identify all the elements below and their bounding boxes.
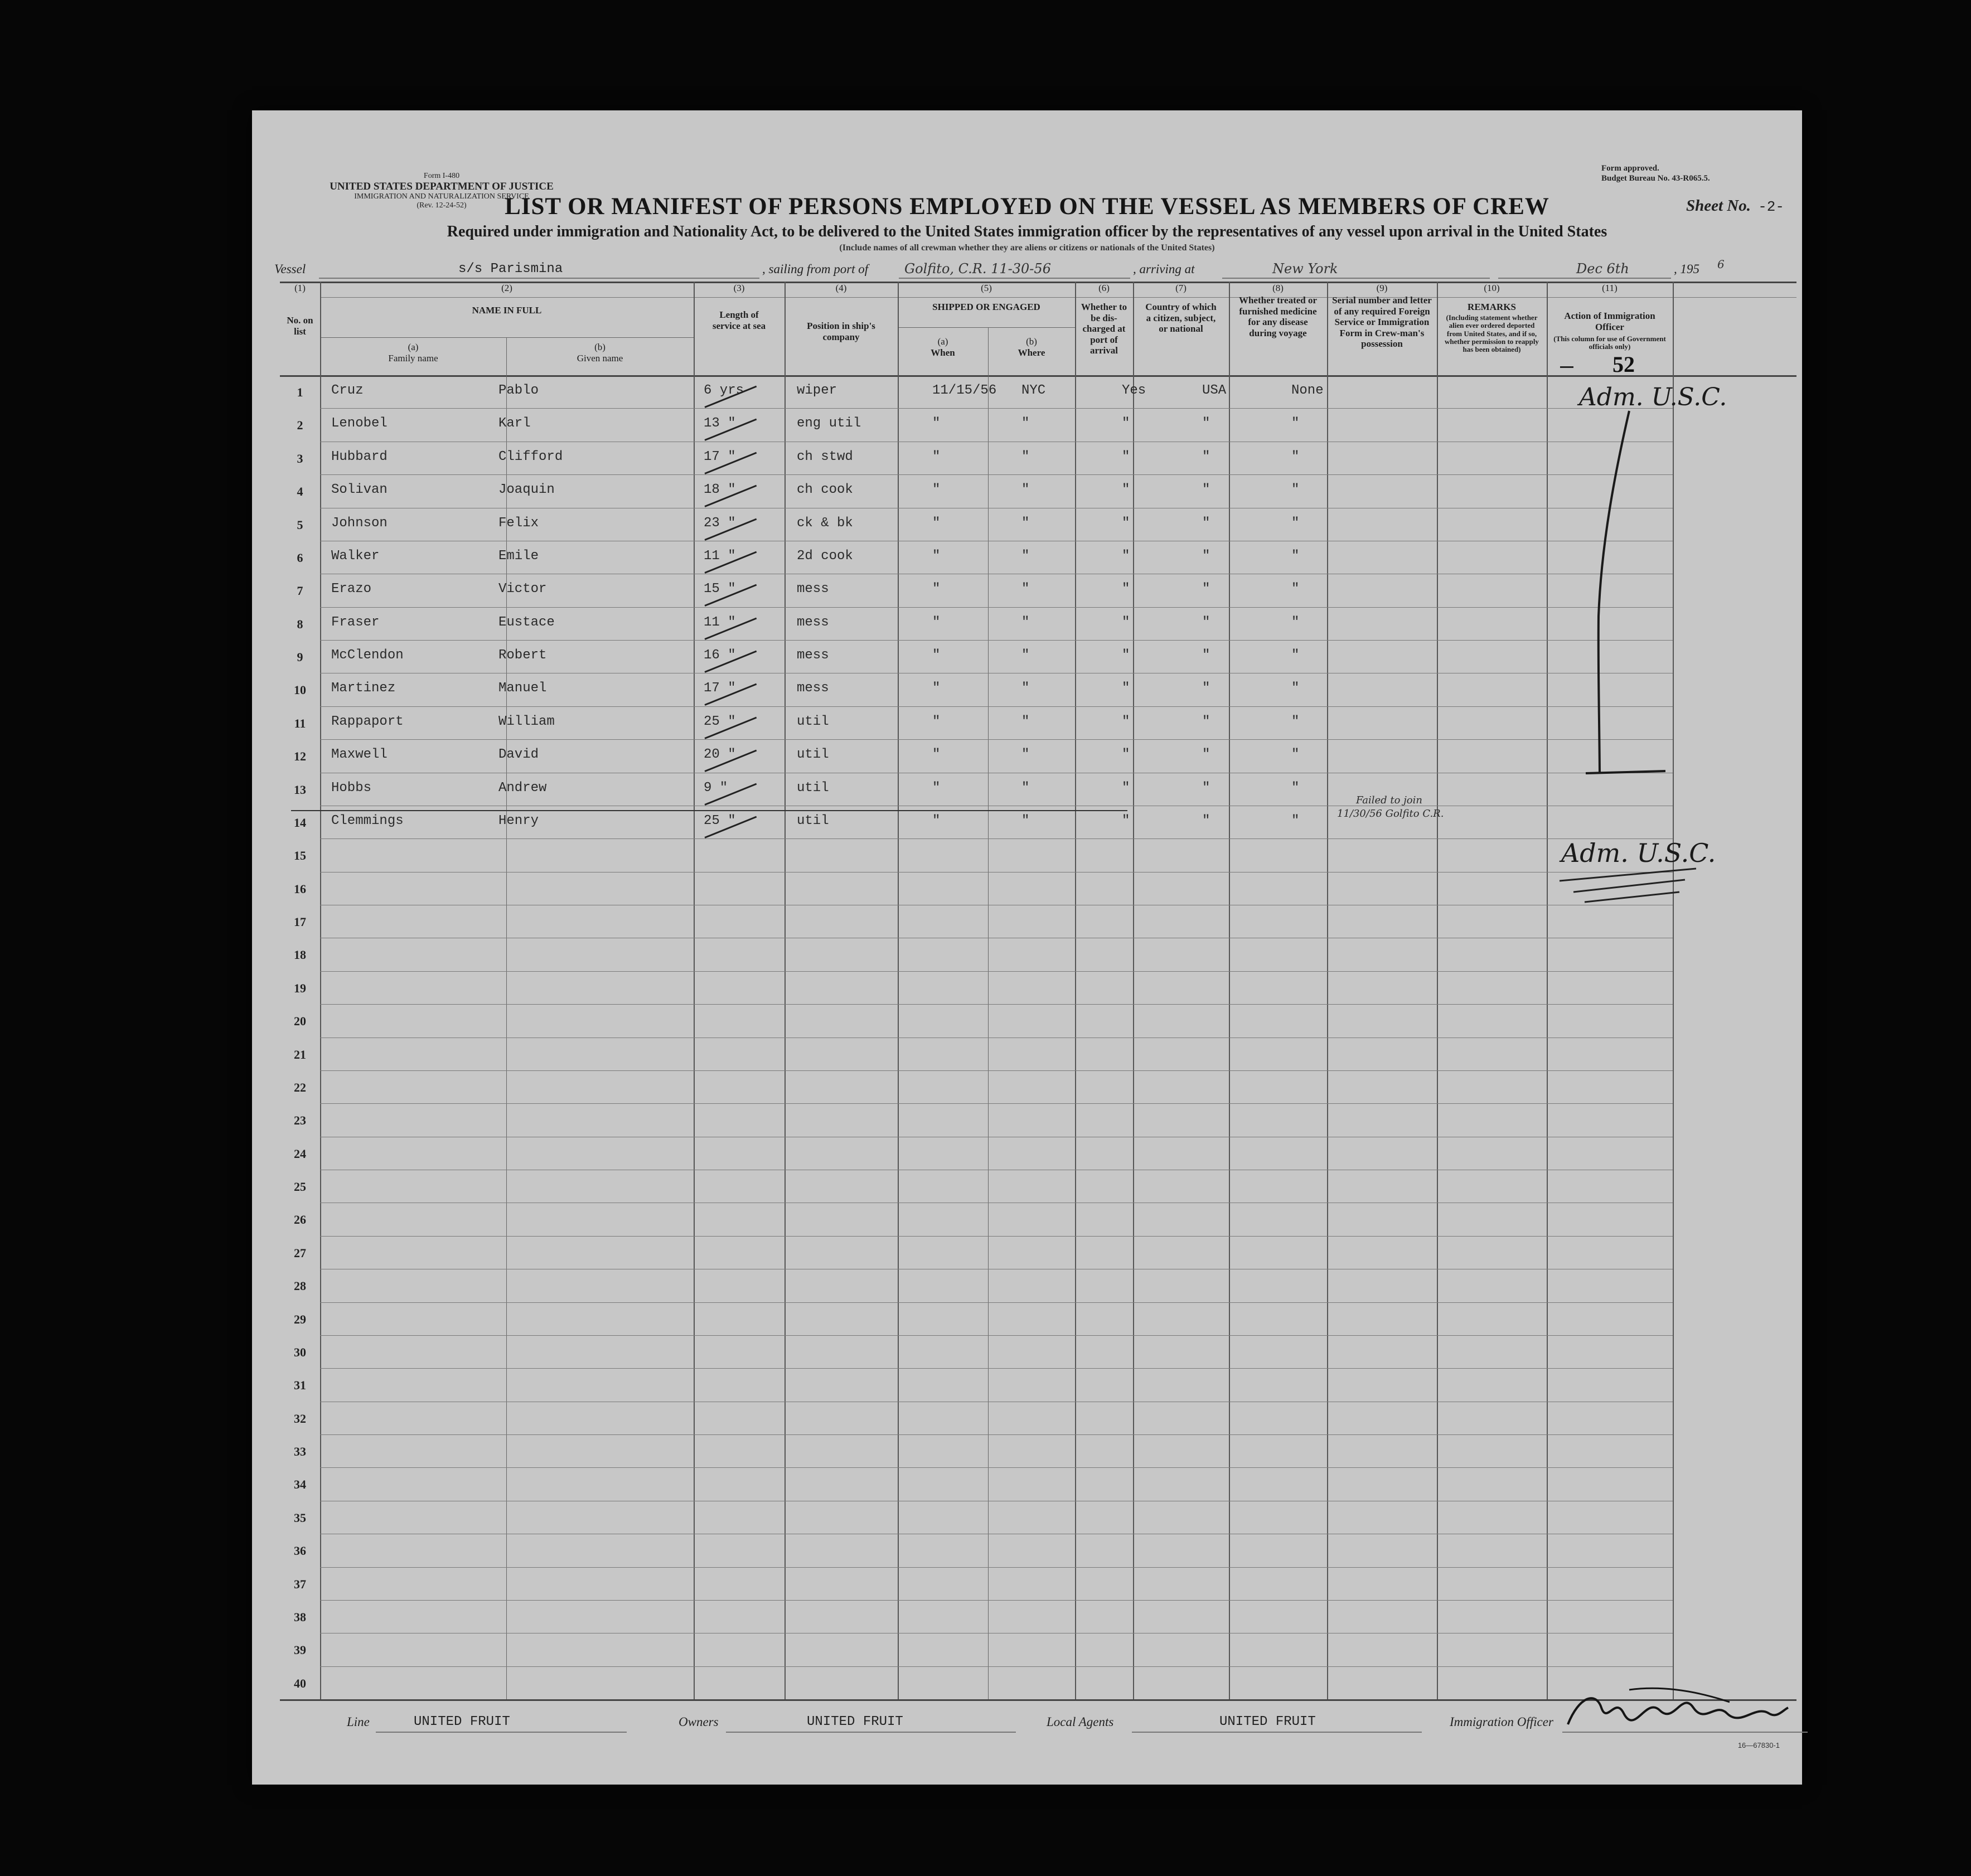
citizenship-country: "	[1202, 813, 1210, 828]
family-name: Cruz	[331, 383, 364, 398]
row-number: 22	[294, 1080, 306, 1094]
shipped-when: "	[932, 482, 941, 498]
stamp-underline	[1557, 864, 1702, 909]
col5-number: (5)	[981, 283, 992, 293]
col6-number: (6)	[1098, 283, 1110, 293]
shipped-when: "	[932, 747, 941, 763]
col6-header: Whether to be dis-charged at port of arrival	[1081, 302, 1127, 356]
col1-header: No. on list	[287, 315, 313, 337]
owners-label: Owners	[679, 1715, 719, 1729]
sheet-number-label: Sheet No.	[1686, 197, 1751, 215]
family-name: Lenobel	[331, 416, 388, 432]
family-name: Maxwell	[331, 747, 388, 763]
footer-form-code: 16—67830-1	[1737, 1741, 1780, 1749]
shipped-when: "	[932, 581, 941, 597]
ship-position: ch cook	[797, 482, 853, 498]
shipped-when: "	[932, 681, 941, 696]
col10-number: (10)	[1484, 283, 1500, 293]
shipped-when: "	[932, 449, 941, 464]
service-length: 11 "	[704, 614, 736, 630]
given-name: David	[498, 747, 539, 763]
family-name: Fraser	[331, 614, 380, 630]
family-name: Martinez	[331, 681, 396, 696]
discharged-at-arrival: "	[1122, 714, 1130, 729]
medicine-treatment: "	[1291, 648, 1300, 663]
row-number: 36	[294, 1544, 306, 1558]
row-number: 13	[294, 782, 306, 797]
given-name: Henry	[498, 813, 539, 828]
given-name: William	[498, 714, 555, 729]
form-subtitle: Required under immigration and Nationality Act, to be delivered to the United States immigration officer by the representatives of any vessel upon arrival in the United States	[447, 223, 1607, 240]
row-number: 17	[294, 915, 306, 929]
budget-approval	[1601, 163, 1785, 183]
medicine-treatment: "	[1291, 416, 1300, 432]
row-number: 21	[294, 1047, 306, 1061]
admitted-stamp-1: Adm. U.S.C.	[1579, 383, 1727, 411]
citizenship-country: "	[1202, 416, 1210, 432]
form-number: Form I-480	[423, 172, 460, 180]
shipped-where: "	[1021, 813, 1030, 828]
family-name: Solivan	[331, 482, 388, 498]
medicine-treatment: "	[1291, 747, 1300, 763]
citizenship-country: "	[1202, 747, 1210, 763]
shipped-where: "	[1021, 714, 1030, 729]
service-length: 11 "	[704, 548, 736, 564]
manifest-sheet	[252, 110, 1802, 1785]
col5-header: SHIPPED OR ENGAGED	[932, 302, 1040, 312]
shipped-where: "	[1021, 482, 1030, 498]
service-length: 20 "	[704, 747, 736, 763]
arriving-label: , arriving at	[1133, 262, 1195, 276]
row-number: 4	[297, 484, 303, 499]
ship-position: ck & bk	[797, 515, 853, 531]
col3-header: Length of service at sea	[712, 309, 766, 331]
discharged-at-arrival: "	[1122, 614, 1130, 630]
col2b-header: Given name	[577, 353, 623, 363]
medicine-treatment: "	[1291, 780, 1300, 796]
col10-note: (Including statement whether alien ever ordered deported from United States, and if so, whether permission to reapply has been obtained)	[1445, 313, 1539, 354]
given-name: Pablo	[498, 383, 539, 398]
shipped-where: "	[1021, 681, 1030, 696]
shipped-where: "	[1021, 416, 1030, 432]
discharged-at-arrival: "	[1122, 648, 1130, 663]
service-name: IMMIGRATION AND NATURALIZATION SERVICE	[354, 192, 529, 201]
col9-number: (9)	[1376, 283, 1388, 293]
discharged-at-arrival: "	[1122, 780, 1130, 796]
row-number: 5	[297, 517, 303, 532]
row-number: 6	[297, 550, 303, 565]
row-number: 31	[294, 1378, 306, 1393]
col2-number: (2)	[501, 283, 512, 293]
service-length: 6 yrs	[704, 383, 744, 398]
sailing-from: Golfito, C.R. 11-30-56	[904, 261, 1051, 277]
sailing-label: , sailing from port of	[762, 262, 869, 276]
crew-count: 52	[1612, 352, 1635, 377]
col10-header: REMARKS	[1468, 302, 1516, 312]
row-number: 18	[294, 948, 306, 962]
agents-label: Local Agents	[1047, 1715, 1114, 1729]
year-label: , 195	[1674, 262, 1699, 276]
col2a-number: (a)	[408, 342, 419, 352]
revision-date: (Rev. 12-24-52)	[417, 201, 467, 210]
ship-position: mess	[797, 614, 829, 630]
shipped-when: 11/15/56	[932, 383, 997, 398]
discharged-at-arrival: Yes	[1122, 383, 1146, 398]
shipped-where: "	[1021, 581, 1030, 597]
col7-number: (7)	[1175, 283, 1187, 293]
vessel-name: s/s Parismina	[458, 261, 563, 277]
ship-position: 2d cook	[797, 548, 853, 564]
form-subtitle-note: (Include names of all crewman whether they are aliens or citizens or nationals of the United States)	[839, 243, 1215, 253]
col5a-number: (a)	[937, 336, 948, 347]
arriving-at: New York	[1272, 261, 1338, 277]
col2a-header: Family name	[388, 353, 438, 363]
col11-header: Action of Immigration Officer	[1564, 311, 1655, 332]
col5b-header: Where	[1018, 347, 1045, 358]
service-length: 18 "	[704, 482, 736, 498]
service-length: 25 "	[704, 714, 736, 729]
ship-position: mess	[797, 648, 829, 663]
row-number: 26	[294, 1213, 306, 1227]
citizenship-country: "	[1202, 581, 1210, 597]
given-name: Eustace	[498, 614, 555, 630]
col11-note: (This column for use of Government officials only)	[1553, 335, 1666, 351]
col4-number: (4)	[835, 283, 847, 293]
shipped-where: "	[1021, 747, 1030, 763]
row-number: 8	[297, 617, 303, 631]
shipped-where: "	[1021, 548, 1030, 564]
budget-bureau-no: Budget Bureau No. 43-R065.5.	[1601, 174, 1710, 183]
given-name: Robert	[498, 648, 547, 663]
family-name: Clemmings	[331, 813, 404, 828]
discharged-at-arrival: "	[1122, 581, 1130, 597]
discharged-at-arrival: "	[1122, 515, 1130, 531]
shipped-when: "	[932, 813, 941, 828]
row-number: 7	[297, 584, 303, 598]
given-name: Felix	[498, 515, 539, 531]
given-name: Victor	[498, 581, 547, 597]
medicine-treatment: "	[1291, 813, 1300, 828]
ship-position: util	[797, 780, 829, 796]
ship-position: mess	[797, 681, 829, 696]
row-number: 25	[294, 1180, 306, 1194]
col2-header: NAME IN FULL	[472, 305, 542, 316]
shipped-when: "	[932, 614, 941, 630]
sheet-number	[1686, 197, 1784, 215]
row-number: 34	[294, 1477, 306, 1492]
family-name: Walker	[331, 548, 380, 564]
row-number: 24	[294, 1146, 306, 1161]
admitted-stamp-2: Adm. U.S.C.	[1561, 838, 1716, 868]
row-number: 27	[294, 1245, 306, 1260]
ship-position: util	[797, 813, 829, 828]
service-length: 15 "	[704, 581, 736, 597]
discharged-at-arrival: "	[1122, 681, 1130, 696]
row-number: 39	[294, 1643, 306, 1657]
discharged-at-arrival: "	[1122, 813, 1130, 828]
citizenship-country: "	[1202, 482, 1210, 498]
footer-line	[274, 1710, 1788, 1733]
discharged-at-arrival: "	[1122, 747, 1130, 763]
given-name: Andrew	[498, 780, 547, 796]
given-name: Clifford	[498, 449, 563, 464]
citizenship-country: "	[1202, 449, 1210, 464]
agents-value: UNITED FRUIT	[1219, 1714, 1316, 1729]
col9-header: Serial number and letter of any required Foreign Service or Immigration Form in Crew-man's possession	[1332, 295, 1432, 350]
row-number: 35	[294, 1510, 306, 1525]
row-number: 37	[294, 1577, 306, 1591]
row-number: 20	[294, 1014, 306, 1029]
row-number: 29	[294, 1312, 306, 1326]
citizenship-country: "	[1202, 614, 1210, 630]
col8-number: (8)	[1272, 283, 1284, 293]
shipped-where: "	[1021, 780, 1030, 796]
medicine-treatment: "	[1291, 548, 1300, 564]
given-name: Emile	[498, 548, 539, 564]
row-number: 1	[297, 385, 303, 399]
ship-position: util	[797, 747, 829, 763]
family-name: Rappaport	[331, 714, 404, 729]
citizenship-country: "	[1202, 714, 1210, 729]
shipped-when: "	[932, 515, 941, 531]
shipped-where: "	[1021, 449, 1030, 464]
shipped-where: "	[1021, 648, 1030, 663]
medicine-treatment: "	[1291, 614, 1300, 630]
medicine-treatment: "	[1291, 515, 1300, 531]
given-name: Manuel	[498, 681, 547, 696]
shipped-when: "	[932, 780, 941, 796]
service-length: 23 "	[704, 515, 736, 531]
row-number: 38	[294, 1610, 306, 1624]
officer-label: Immigration Officer	[1450, 1715, 1553, 1729]
row-number: 23	[294, 1113, 306, 1128]
ship-position: eng util	[797, 416, 861, 432]
row-number: 9	[297, 650, 303, 664]
given-name: Karl	[498, 416, 531, 432]
ship-position: mess	[797, 581, 829, 597]
line-value: UNITED FRUIT	[414, 1714, 510, 1729]
vessel-label: Vessel	[274, 262, 306, 276]
department-name: UNITED STATES DEPARTMENT OF JUSTICE	[330, 180, 554, 192]
row-number: 16	[294, 881, 306, 896]
col7-header: Country of which a citizen, subject, or national	[1145, 302, 1217, 335]
row-number: 30	[294, 1345, 306, 1359]
line-label: Line	[347, 1715, 370, 1729]
service-length: 16 "	[704, 648, 736, 663]
row-13-remark-line1: Failed to join	[1356, 794, 1422, 806]
col4-header: Position in ship's company	[807, 321, 875, 342]
shipped-when: "	[932, 648, 941, 663]
crew-table	[280, 282, 1796, 1699]
col1-number: (1)	[294, 283, 306, 293]
row-number: 11	[294, 716, 306, 730]
medicine-treatment: "	[1291, 714, 1300, 729]
arrival-date: Dec 6th	[1576, 261, 1629, 277]
family-name: McClendon	[331, 648, 404, 663]
family-name: Hubbard	[331, 449, 388, 464]
shipped-when: "	[932, 416, 941, 432]
service-length: 9 "	[704, 780, 728, 796]
family-name: Johnson	[331, 515, 388, 531]
service-length: 17 "	[704, 449, 736, 464]
ship-position: ch stwd	[797, 449, 853, 464]
medicine-treatment: "	[1291, 581, 1300, 597]
officer-signature	[1562, 1685, 1796, 1736]
citizenship-country: USA	[1202, 383, 1227, 398]
row-13-strikeout	[291, 810, 1127, 811]
row-number: 32	[294, 1411, 306, 1426]
form-title: LIST OR MANIFEST OF PERSONS EMPLOYED ON THE VESSEL AS MEMBERS OF CREW	[505, 193, 1549, 220]
discharged-at-arrival: "	[1122, 548, 1130, 564]
ship-position: wiper	[797, 383, 837, 398]
col11-number: (11)	[1602, 283, 1618, 293]
discharged-at-arrival: "	[1122, 416, 1130, 432]
row-13-remark-line2: 11/30/56 Golfito C.R.	[1337, 808, 1444, 820]
citizenship-country: "	[1202, 515, 1210, 531]
citizenship-country: "	[1202, 648, 1210, 663]
row-number: 40	[294, 1676, 306, 1690]
medicine-treatment: "	[1291, 482, 1300, 498]
service-length: 17 "	[704, 681, 736, 696]
year-digit: 6	[1717, 258, 1725, 271]
col3-number: (3)	[733, 283, 745, 293]
col8-header: Whether treated or furnished medicine for any disease during voyage	[1238, 295, 1318, 338]
ship-position: util	[797, 714, 829, 729]
form-approved: Form approved.	[1601, 164, 1659, 173]
row-number: 3	[297, 451, 303, 466]
citizenship-country: "	[1202, 780, 1210, 796]
row-number: 15	[294, 849, 306, 863]
row-number: 33	[294, 1444, 306, 1458]
shipped-where: "	[1021, 515, 1030, 531]
shipped-when: "	[932, 548, 941, 564]
discharged-at-arrival: "	[1122, 482, 1130, 498]
admitted-bracket	[1551, 404, 1696, 850]
medicine-treatment: "	[1291, 681, 1300, 696]
medicine-treatment: None	[1291, 383, 1324, 398]
family-name: Hobbs	[331, 780, 372, 796]
given-name: Joaquin	[498, 482, 555, 498]
service-length: 25 "	[704, 813, 736, 828]
shipped-when: "	[932, 714, 941, 729]
sheet-number-value: -2-	[1758, 198, 1784, 215]
discharged-at-arrival: "	[1122, 449, 1130, 464]
row-number: 19	[294, 981, 306, 995]
col5b-number: (b)	[1026, 336, 1037, 347]
shipped-where: NYC	[1021, 383, 1046, 398]
row-number: 10	[294, 683, 306, 697]
col2b-number: (b)	[594, 342, 606, 352]
row-number: 14	[294, 815, 306, 830]
col5a-header: When	[931, 347, 955, 358]
service-length: 13 "	[704, 416, 736, 432]
owners-value: UNITED FRUIT	[807, 1714, 903, 1729]
voyage-line	[274, 256, 1788, 279]
shipped-where: "	[1021, 614, 1030, 630]
citizenship-country: "	[1202, 681, 1210, 696]
row-number: 2	[297, 418, 303, 433]
citizenship-country: "	[1202, 548, 1210, 564]
row-number: 28	[294, 1279, 306, 1293]
family-name: Erazo	[331, 581, 372, 597]
medicine-treatment: "	[1291, 449, 1300, 464]
row-number: 12	[294, 749, 306, 764]
